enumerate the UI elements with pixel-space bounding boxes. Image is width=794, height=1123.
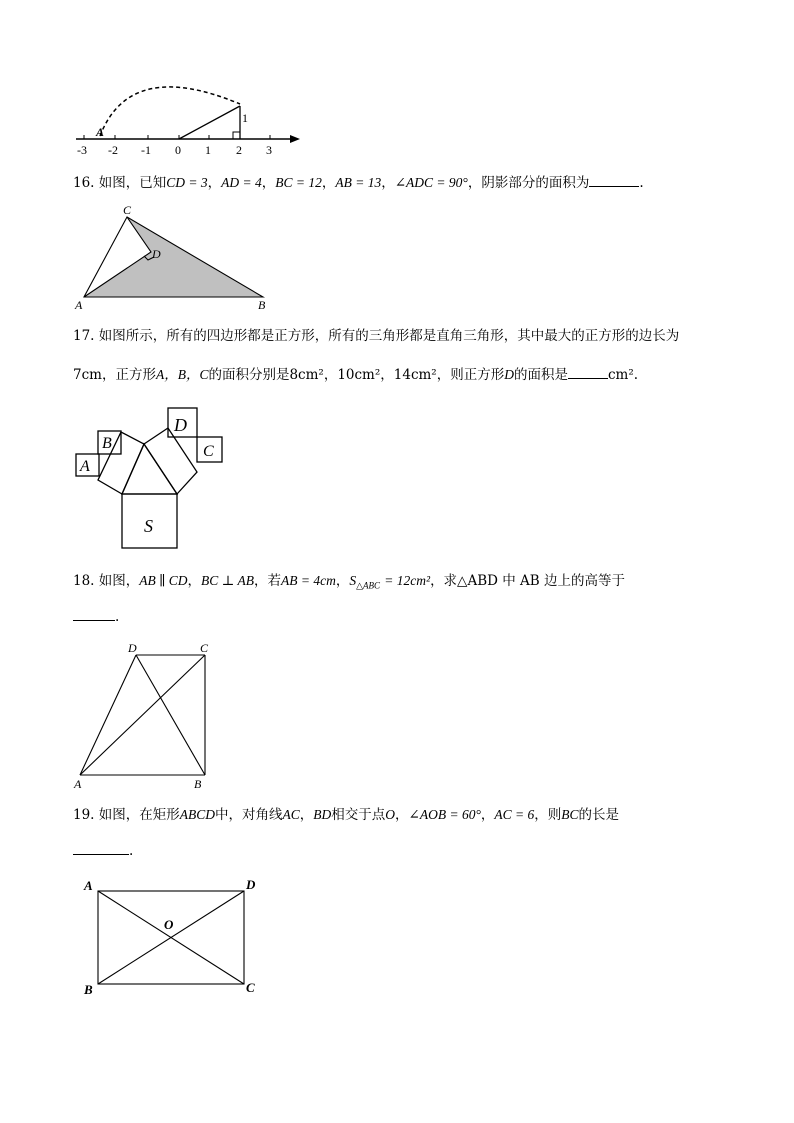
punctuation: .	[115, 609, 120, 625]
tick-label: 0	[175, 143, 181, 157]
question-19-line1: 19. 如图，在矩形ABCD中，对角线AC，BD相交于点O，∠AOB = 60°，AC = 6，则BC的长是	[73, 807, 619, 823]
segment-db	[136, 655, 205, 775]
question-number: 19.	[73, 807, 95, 823]
q19-figure	[78, 874, 268, 998]
area-subscript: △ABC	[356, 580, 380, 591]
label-a: A	[80, 458, 90, 475]
q18-figure	[72, 640, 222, 792]
math-bc: BC = 12	[275, 175, 322, 190]
label-a: A	[74, 777, 82, 791]
label-d: D	[174, 415, 187, 435]
question-text: 的长是	[578, 807, 619, 823]
label-o: O	[164, 917, 174, 932]
math-ad: AD = 4	[221, 175, 262, 190]
area-symbol: S	[349, 573, 357, 588]
tick-label: -3	[77, 143, 87, 157]
math-ac-value: AC = 6	[494, 807, 535, 822]
math-parallel: AB ∥ CD	[139, 573, 188, 588]
tick-label: -1	[141, 143, 151, 157]
answer-blank[interactable]	[73, 606, 115, 621]
label-b: B	[258, 298, 266, 312]
number-line-figure	[70, 64, 310, 160]
question-text: 如图，已知	[98, 175, 167, 191]
arc-dashed	[100, 87, 240, 136]
label-c: C	[246, 980, 255, 995]
math-rect: ABCD	[179, 807, 216, 822]
question-text: ，阴影部分的面积为	[467, 175, 590, 191]
math-area-value: = 12cm²	[384, 573, 431, 588]
question-text: 如图，在矩形	[98, 807, 180, 823]
axis-arrow-icon	[290, 135, 300, 143]
label-d: D	[246, 877, 256, 892]
label-a: A	[75, 298, 83, 312]
question-17-line1	[73, 326, 679, 346]
math-area	[349, 573, 380, 591]
math-target: D	[504, 367, 514, 382]
question-text: ，则	[534, 807, 562, 823]
question-text: ，若	[253, 573, 281, 589]
label-c: C	[123, 203, 132, 217]
math-o: O	[385, 807, 396, 822]
math-cd: CD = 3	[166, 175, 208, 190]
unit-text: cm².	[607, 367, 639, 383]
question-text: 的面积是	[513, 367, 568, 383]
tick-label: 3	[266, 143, 272, 157]
label-b: B	[194, 777, 202, 791]
label-d: D	[128, 641, 137, 655]
question-number: 16.	[73, 175, 95, 191]
punctuation: .	[129, 843, 134, 859]
math-bc: BC	[561, 807, 579, 822]
question-number: 17.	[73, 328, 95, 344]
right-middle-square	[144, 428, 197, 494]
math-angle: ∠AOB = 60°	[408, 807, 481, 822]
label-a: A	[84, 878, 93, 893]
question-19-line2	[73, 840, 133, 861]
question-17-line2	[73, 364, 638, 385]
question-text: 如图所示，所有的四边形都是正方形，所有的三角形都是直角三角形，其中最大的正方形的边长为	[98, 328, 680, 344]
math-bd: BD	[313, 807, 332, 822]
q16-figure	[72, 203, 282, 313]
question-number: 18.	[73, 573, 95, 589]
question-text: ，求△ABD 中 AB 边上的高等于	[430, 573, 625, 589]
question-text: 如图，	[98, 573, 140, 589]
math-ac: AC	[282, 807, 300, 822]
label-c: C	[200, 641, 209, 655]
math-areas: 8cm²，10cm²，14cm²	[289, 367, 437, 383]
question-text: ，则正方形	[436, 367, 505, 383]
label-s: S	[144, 516, 153, 536]
math-squares: A，B，C	[155, 367, 209, 382]
label-b: B	[84, 982, 93, 997]
point-a-label: A	[96, 125, 105, 139]
math-ab: AB = 13	[335, 175, 382, 190]
tick-label: -2	[108, 143, 118, 157]
answer-blank[interactable]	[589, 172, 639, 187]
question-18-line2	[73, 606, 119, 627]
segment-ac	[80, 655, 205, 775]
answer-blank[interactable]	[73, 840, 129, 855]
math-angle: ∠ADC = 90°	[394, 175, 468, 190]
q17-figure	[74, 406, 226, 552]
math-perpendicular: BC ⊥ AB	[201, 573, 254, 588]
question-text: 7cm，正方形	[73, 367, 156, 383]
label-d: D	[152, 247, 161, 261]
tick-label: 2	[236, 143, 242, 157]
side-label: 1	[242, 111, 248, 125]
label-b: B	[102, 435, 112, 452]
question-text: 相交于点	[331, 807, 386, 823]
question-text: 的面积分别是	[208, 367, 290, 383]
label-c: C	[203, 443, 214, 460]
tick-label: 1	[205, 143, 211, 157]
punctuation: .	[639, 175, 644, 191]
answer-blank[interactable]	[568, 364, 608, 379]
hypotenuse	[179, 106, 240, 139]
question-18-line1: 18. 如图，AB ∥ CD，BC ⊥ AB，若AB = 4cm，$S_{\triangle ABC} = 12cm^2$，求△ABD 中 AB 边上的高等于	[73, 573, 625, 591]
question-text: 中，对角线	[215, 807, 283, 823]
segment-ad	[80, 655, 136, 775]
right-angle-mark	[233, 132, 240, 139]
math-ab-length: AB = 4cm	[280, 573, 336, 588]
question-16: 16. 如图，已知CD = 3，AD = 4，BC = 12，AB = 13，∠ADC = 90°，阴影部分的面积为 .	[73, 172, 644, 193]
